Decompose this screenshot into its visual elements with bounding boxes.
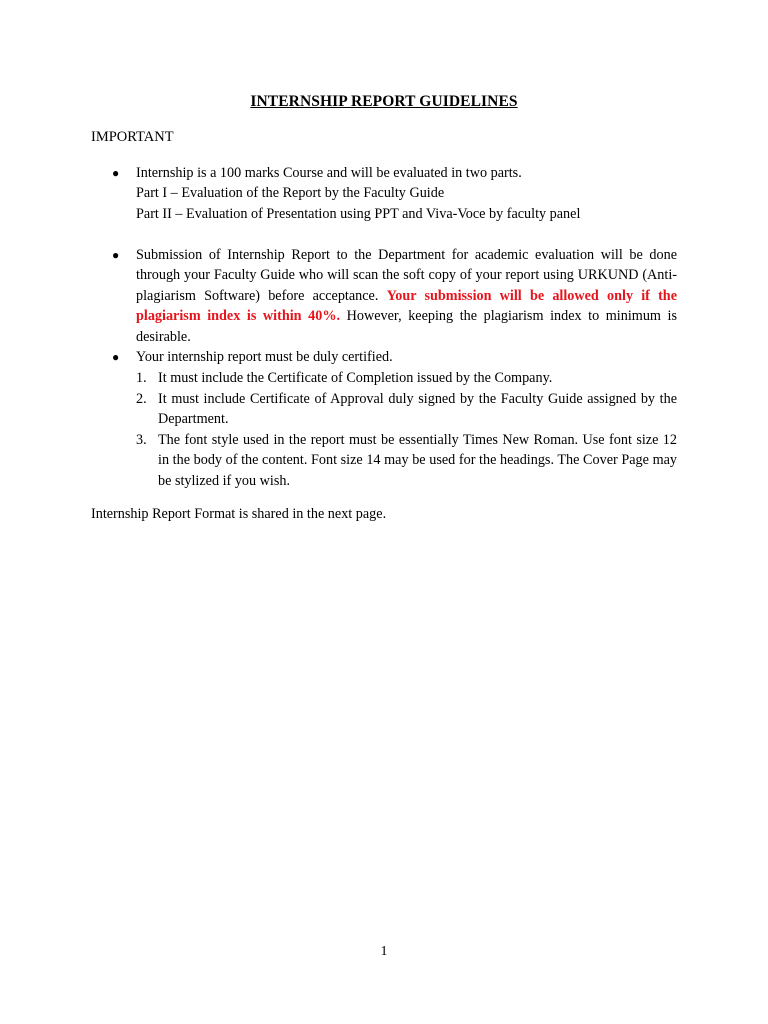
list-item-number: 3. (136, 432, 147, 448)
bullet-icon: ● (112, 248, 120, 262)
page-number: 1 (380, 944, 388, 959)
bullet-2-text-before: Submission of Internship Report to the Department for academic evaluation will be done through your Faculty Guide who will scan the soft copy of your report using URKUND (Anti-plagiarism Software) before acceptance. (136, 247, 677, 304)
bullet-1-line-2: Part I – Evaluation of the Report by the Faculty Guide (136, 185, 445, 202)
list-item: The font style used in the report must be essentially Times New Roman. Use font size 12 in the body of the content. Font size 14 may be used for the headings. The Cover Page may be stylized if you wish. (158, 432, 677, 489)
list-item-number: 2. (136, 391, 147, 407)
bullet-3-text: Your internship report must be duly certified. (136, 349, 393, 365)
bullet-1-line-1: Internship is a 100 marks Course and will be evaluated in two parts. (136, 165, 522, 181)
bullet-1-line-3: Part II – Evaluation of Presentation using PPT and Viva-Voce by faculty panel (136, 205, 581, 222)
plagiarism-warning: Your submission will be allowed only if the plagiarism index is within 40%. (136, 287, 677, 325)
important-label: IMPORTANT (91, 129, 174, 145)
closing-note: Internship Report Format is shared in the next page. (91, 506, 387, 522)
bullet-1-text (136, 163, 677, 224)
bullet-2-text-after: However, keeping the plagiarism index to minimum is desirable. (136, 308, 677, 345)
bullet-icon: ● (112, 350, 120, 364)
list-item: It must include the Certificate of Completion issued by the Company. (158, 370, 553, 386)
bullet-2-paragraph (136, 245, 677, 347)
list-item: It must include Certificate of Approval duly signed by the Faculty Guide assigned by the Department. (158, 391, 677, 428)
bullet-icon: ● (112, 166, 120, 180)
page-title: INTERNSHIP REPORT GUIDELINES (250, 93, 518, 110)
list-item-number: 1. (136, 370, 147, 386)
